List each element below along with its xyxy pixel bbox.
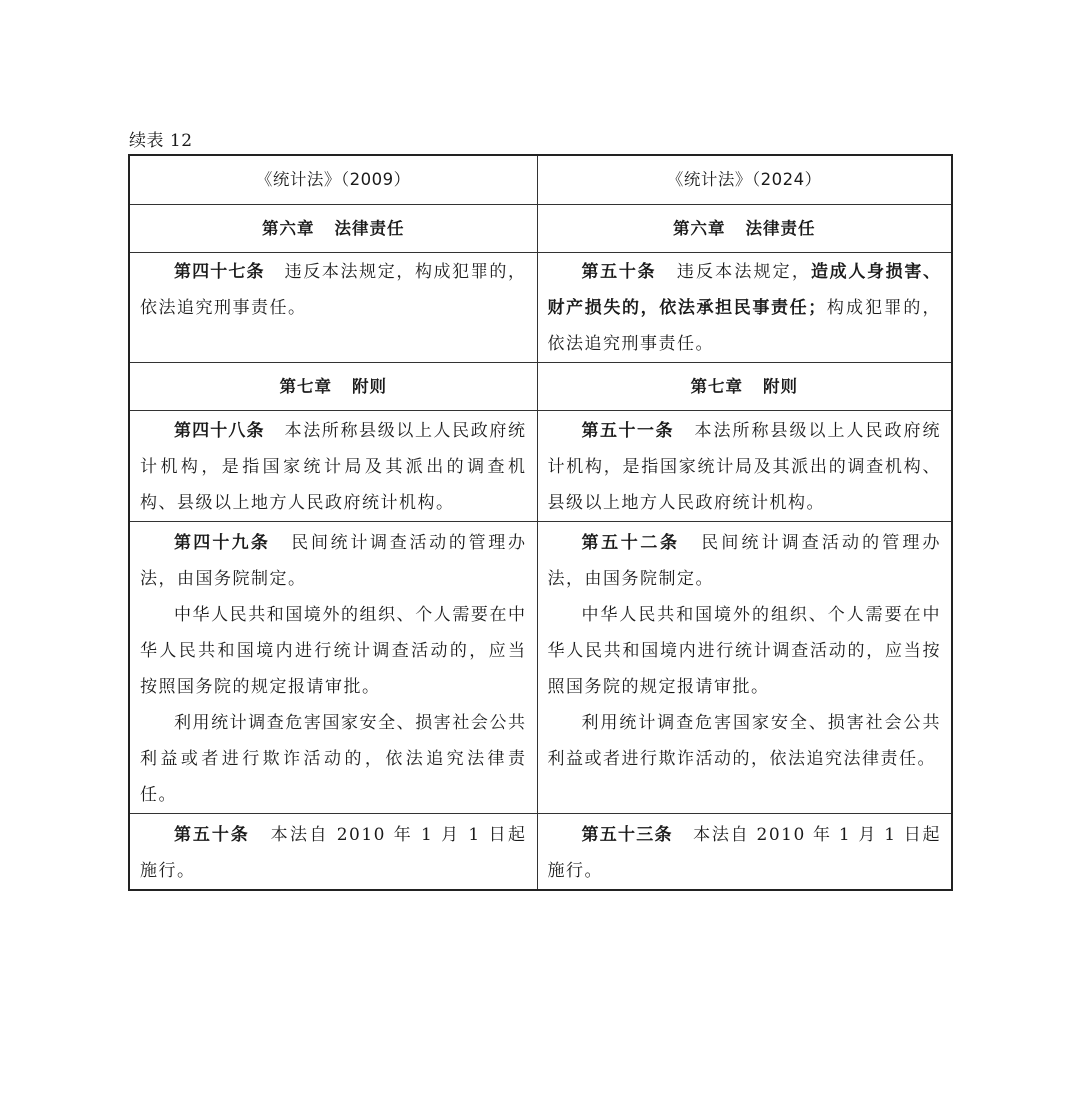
article-paragraph bbox=[140, 525, 527, 597]
chapter-title: 法律责任 bbox=[745, 219, 816, 238]
article-text: 本法自 2010 年 1 月 1 日起施行。 bbox=[547, 825, 942, 881]
chapter-heading-2024 bbox=[537, 363, 952, 411]
header-2009: 《统计法》（2009） bbox=[129, 155, 537, 205]
chapter-number: 第七章 bbox=[279, 377, 332, 396]
article-number: 第五十三条 bbox=[581, 825, 673, 845]
article-paragraph bbox=[140, 817, 527, 889]
article-text: 违反本法规定， bbox=[676, 262, 812, 282]
article-paragraph: 中华人民共和国境外的组织、个人需要在中华人民共和国境内进行统计调查活动的，应当按照国务院的规定报请审批。 bbox=[140, 605, 527, 697]
chapter-row bbox=[129, 205, 952, 253]
article-cell-2024 bbox=[537, 411, 952, 522]
article-number: 第五十条 bbox=[581, 262, 657, 282]
table-row bbox=[129, 411, 952, 522]
article-text: 本法所称县级以上人民政府统计机构，是指国家统计局及其派出的调查机构、县级以上地方人民政府统计机构。 bbox=[547, 421, 941, 513]
table-row bbox=[129, 253, 952, 363]
article-cell-2009 bbox=[129, 814, 537, 891]
chapter-heading-2009 bbox=[129, 363, 537, 411]
article-number: 第五十二条 bbox=[581, 533, 680, 553]
article-paragraph bbox=[548, 413, 942, 521]
chapter-title: 附则 bbox=[763, 377, 798, 396]
chapter-number: 第七章 bbox=[690, 377, 743, 396]
article-text: 民间统计调查活动的管理办法，由国务院制定。 bbox=[140, 533, 527, 589]
chapter-title: 附则 bbox=[352, 377, 387, 396]
article-number: 第五十条 bbox=[174, 825, 250, 845]
header-2024: 《统计法》（2024） bbox=[537, 155, 952, 205]
article-number: 第四十八条 bbox=[174, 421, 265, 441]
article-cell-2024 bbox=[537, 814, 952, 891]
article-paragraph bbox=[140, 254, 527, 326]
article-paragraph: 中华人民共和国境外的组织、个人需要在中华人民共和国境内进行统计调查活动的，应当按照国务院的规定报请审批。 bbox=[547, 605, 941, 697]
chapter-row bbox=[129, 363, 952, 411]
article-paragraph bbox=[548, 254, 942, 362]
article-cell-2024 bbox=[537, 253, 952, 363]
article-number: 第四十七条 bbox=[174, 262, 265, 282]
article-text: 构成犯罪的，依法追究刑事责任。 bbox=[547, 298, 941, 354]
chapter-heading-2009 bbox=[129, 205, 537, 253]
amended-text: 造成人身损害、财产损失的，依法承担民事责任； bbox=[547, 262, 942, 318]
article-number: 第四十九条 bbox=[174, 533, 271, 553]
chapter-title: 法律责任 bbox=[334, 219, 405, 238]
article-paragraph: 利用统计调查危害国家安全、损害社会公共利益或者进行欺诈活动的，依法追究法律责任。 bbox=[140, 713, 527, 805]
table-header-row bbox=[129, 155, 952, 205]
article-number: 第五十一条 bbox=[581, 421, 674, 441]
article-paragraph bbox=[548, 525, 942, 597]
table-row bbox=[129, 814, 952, 891]
table-row bbox=[129, 522, 952, 814]
article-text: 民间统计调查活动的管理办法，由国务院制定。 bbox=[547, 533, 942, 589]
article-cell-2009 bbox=[129, 253, 537, 363]
article-paragraph bbox=[140, 413, 527, 521]
chapter-number: 第六章 bbox=[673, 219, 726, 238]
article-cell-2024 bbox=[537, 522, 952, 814]
article-text: 本法自 2010 年 1 月 1 日起施行。 bbox=[140, 825, 527, 881]
article-cell-2009 bbox=[129, 411, 537, 522]
article-text: 违反本法规定，构成犯罪的，依法追究刑事责任。 bbox=[140, 262, 527, 318]
chapter-heading-2024 bbox=[537, 205, 952, 253]
article-text: 本法所称县级以上人民政府统计机构，是指国家统计局及其派出的调查机构、县级以上地方人民政府统计机构。 bbox=[140, 421, 527, 513]
article-paragraph bbox=[548, 817, 942, 889]
article-paragraph: 利用统计调查危害国家安全、损害社会公共利益或者进行欺诈活动的，依法追究法律责任。 bbox=[547, 713, 941, 769]
chapter-number: 第六章 bbox=[262, 219, 315, 238]
article-cell-2009 bbox=[129, 522, 537, 814]
law-comparison-table bbox=[128, 154, 953, 891]
table-caption: 续表 12 bbox=[129, 131, 193, 151]
